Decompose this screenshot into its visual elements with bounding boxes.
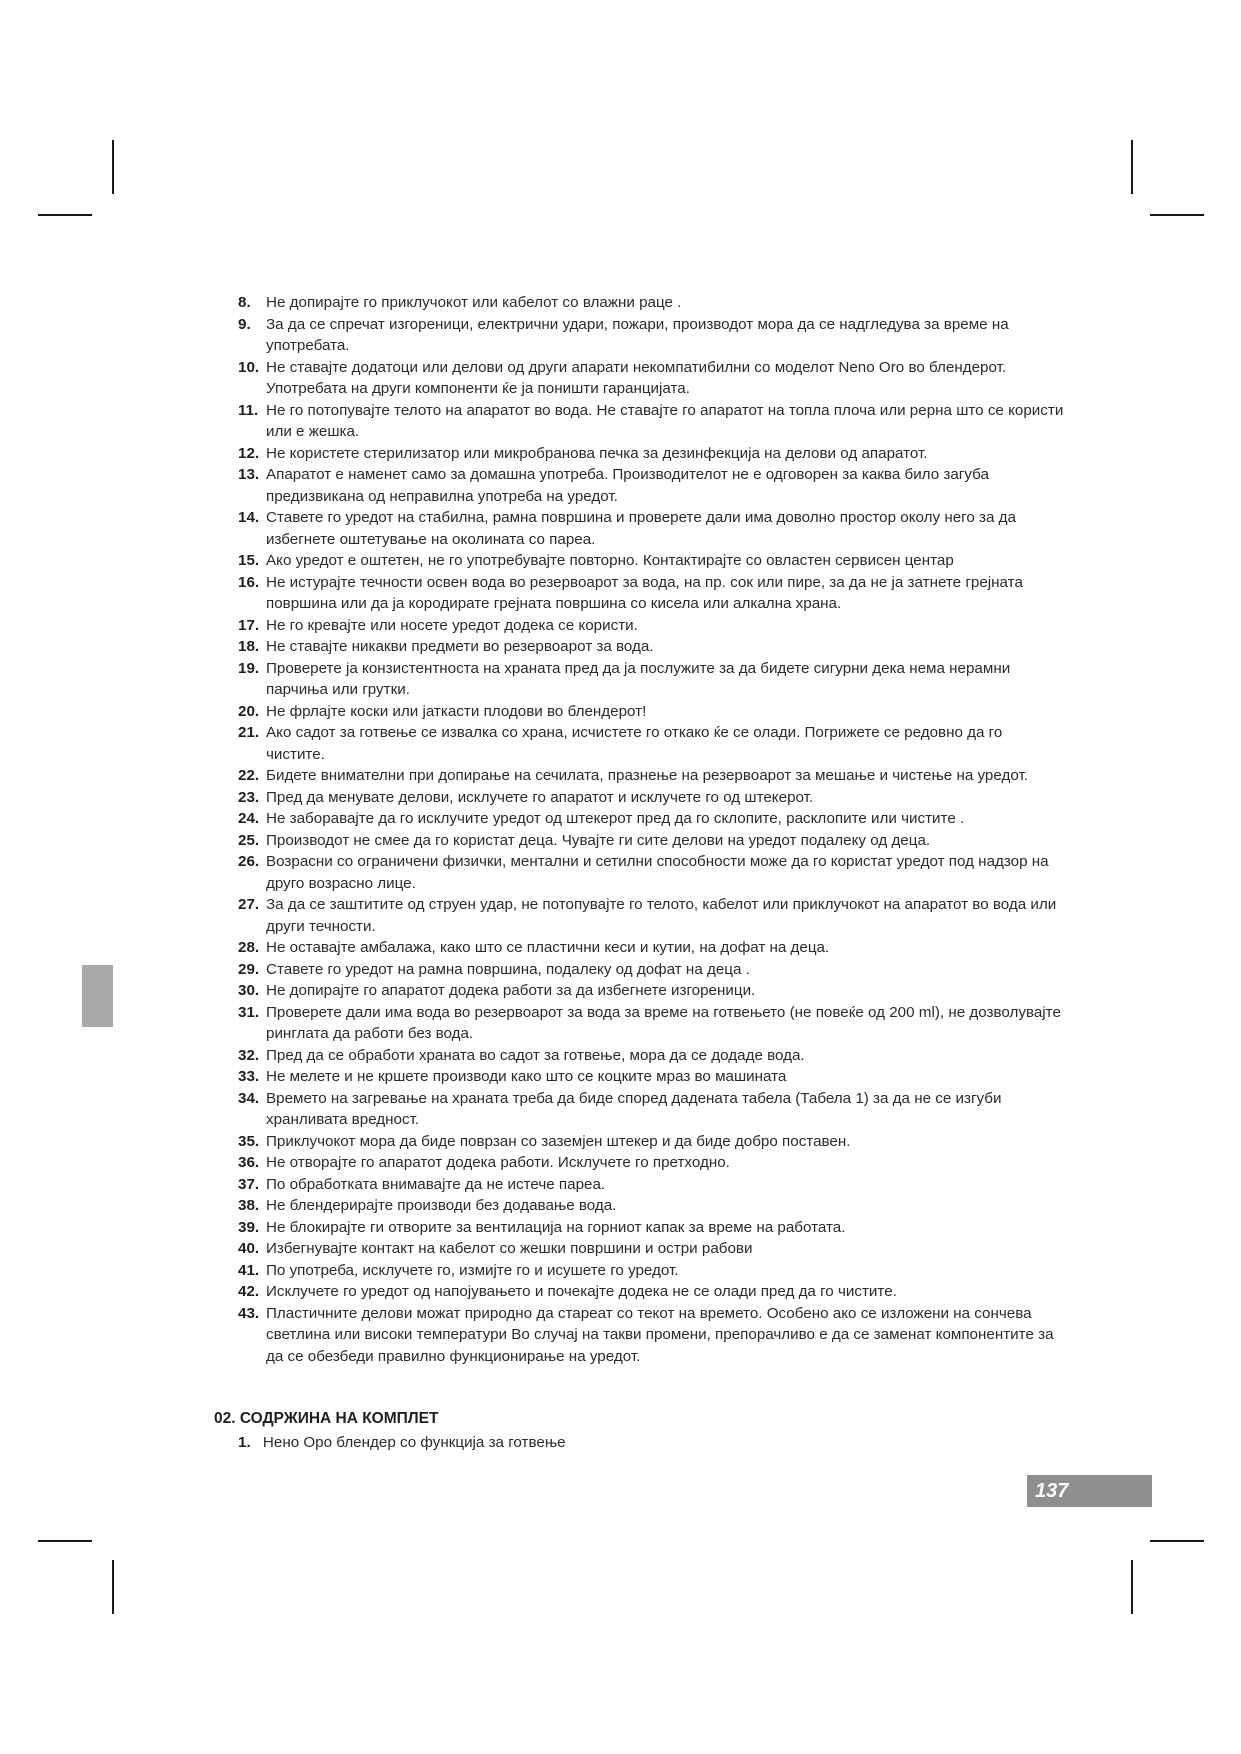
item-number: 39. xyxy=(238,1218,260,1236)
crop-mark-bottom-left-horizontal xyxy=(38,1540,92,1542)
list-item xyxy=(214,615,1064,637)
list-item xyxy=(214,937,1064,959)
item-number: 13. xyxy=(238,466,260,483)
item-number: 11. xyxy=(238,401,259,419)
list-item xyxy=(214,572,1064,615)
list-item xyxy=(214,830,1064,852)
item-number: 27. xyxy=(238,896,260,913)
item-number: 16. xyxy=(238,573,260,591)
item-number: 30. xyxy=(238,982,260,999)
item-text: Избегнувајте контакт на кабелот со жешки површини и остри рабови xyxy=(266,1240,753,1257)
crop-mark-top-right-vertical xyxy=(1131,140,1133,194)
list-item xyxy=(214,314,1064,357)
item-text: Ставете го уредот на рамна површина, подалеку од дофат на деца . xyxy=(266,960,750,978)
list-item xyxy=(214,959,1064,981)
crop-mark-bottom-right-vertical xyxy=(1131,1560,1133,1614)
list-item xyxy=(214,808,1064,830)
item-number: 38. xyxy=(238,1197,260,1214)
item-text: За да се спречат изгореници, електрични удари, пожари, производот мора да се надгледува за време на употребата. xyxy=(266,315,1009,354)
item-text: За да се заштитите од струен удар, не потопувајте го телото, кабелот или приклучокот на апаратот во вода или други течности. xyxy=(266,896,1057,935)
item-text: Не допирајте го приклучокот или кабелот со влажни раце . xyxy=(266,294,682,311)
item-number: 42. xyxy=(238,1283,260,1300)
item-number: 29. xyxy=(238,960,260,978)
list-item xyxy=(214,1152,1064,1174)
list-item xyxy=(214,980,1064,1002)
item-number: 36. xyxy=(238,1154,260,1171)
section-title: 02. СОДРЖИНА НА КОМПЛЕТ xyxy=(214,1410,439,1427)
item-text: Времето на загревање на храната треба да биде според дадената табела (Табела 1) за да не се изгуби хранливата вредност. xyxy=(266,1089,1002,1128)
item-text: По употреба, исклучете го, измијте го и исушете го уредот. xyxy=(266,1261,679,1279)
list-item xyxy=(214,636,1064,658)
item-text: Не ставајте додатоци или делови од други апарати некомпатибилни со моделот Neno Oro во блендерот. Употребата на други компоненти ќе ја поништи гаранцијата. xyxy=(266,358,1007,397)
crop-mark-top-right-horizontal xyxy=(1150,214,1204,216)
item-text: Ставете го уредот на стабилна, рамна површина и проверете дали има доволно простор околу него за да избегнете оштетување на околината со пареа. xyxy=(266,509,1016,548)
item-text: Нено Оро блендер со функција за готвење xyxy=(262,1434,566,1451)
item-text: Пред да се обработи храната во садот за готвење, мора да се додаде вода. xyxy=(266,1046,805,1064)
item-number: 31. xyxy=(238,1003,260,1021)
item-number: 15. xyxy=(238,552,260,569)
list-item xyxy=(214,1303,1064,1368)
list-item xyxy=(214,1217,1064,1239)
item-text: Ако уредот е оштетен, не го употребувајте повторно. Контактирајте со овластен сервисен центар xyxy=(266,552,954,569)
list-item xyxy=(238,1432,1038,1454)
list-item xyxy=(214,1238,1064,1260)
list-item xyxy=(214,787,1064,809)
crop-mark-bottom-left-vertical xyxy=(112,1560,114,1614)
list-item xyxy=(214,658,1064,701)
item-text: По обработката внимавајте да не истече пареа. xyxy=(266,1175,606,1193)
list-item xyxy=(214,443,1064,465)
item-number: 37. xyxy=(238,1175,260,1193)
list-item xyxy=(214,292,1064,314)
item-number: 23. xyxy=(238,788,260,806)
item-number: 35. xyxy=(238,1132,260,1150)
item-number: 1. xyxy=(238,1434,251,1451)
item-text: Пред да менувате делови, исклучете го апаратот и исклучете го од штекерот. xyxy=(266,788,814,806)
item-text: Не користете стерилизатор или микробранова печка за дезинфекција на делови од апаратот. xyxy=(266,444,928,462)
kit-contents-list xyxy=(238,1432,1038,1454)
item-number: 43. xyxy=(238,1304,260,1322)
list-item xyxy=(214,1260,1064,1282)
list-item xyxy=(214,1131,1064,1153)
list-item xyxy=(214,722,1064,765)
item-number: 24. xyxy=(238,810,260,827)
list-item xyxy=(214,507,1064,550)
item-number: 34. xyxy=(238,1089,260,1107)
item-text: Не заборавајте да го исклучите уредот од штекерот пред да го склопите, расклопите или чистите . xyxy=(266,810,965,827)
item-number: 22. xyxy=(238,767,260,784)
list-item xyxy=(214,1045,1064,1067)
item-text: Приклучокот мора да биде поврзан со заземјен штекер и да биде добро поставен. xyxy=(266,1132,851,1150)
list-item xyxy=(214,894,1064,937)
list-item xyxy=(214,1281,1064,1303)
item-text: Не ставајте никакви предмети во резервоарот за вода. xyxy=(266,638,654,655)
item-number: 41. xyxy=(238,1261,260,1279)
list-item xyxy=(214,765,1064,787)
item-text: Не блендерирајте производи без додавање вода. xyxy=(266,1197,617,1214)
list-item xyxy=(214,1066,1064,1088)
item-text: Апаратот е наменет само за домашна употреба. Производителот не е одговорен за каква било загуба предизвикана од неправилна употреба на уредот. xyxy=(266,466,989,505)
item-number: 40. xyxy=(238,1240,260,1257)
side-thumb-tab xyxy=(82,965,113,1027)
item-number: 14. xyxy=(238,509,260,526)
item-text: Ако садот за готвење се извалка со храна, исчистете го откако ќе се олади. Погрижете се редовно да го чистите. xyxy=(266,724,1003,763)
item-number: 18. xyxy=(238,638,260,655)
item-text: Не го кревајте или носете уредот додека се користи. xyxy=(266,616,638,634)
item-text: Проверете ја конзистентноста на храната пред да ја послужите за да бидете сигурни дека нема нерамни парчиња или грутки. xyxy=(266,659,1011,698)
list-item xyxy=(214,1088,1064,1131)
item-text: Не оставајте амбалажа, како што се пластични кеси и кутии, на дофат на деца. xyxy=(266,939,830,956)
item-text: Не допирајте го апаратот додека работи за да избегнете изгореници. xyxy=(266,982,756,999)
item-number: 26. xyxy=(238,853,260,870)
list-item xyxy=(214,1195,1064,1217)
item-text: Не фрлајте коски или јаткасти плодови во блендерот! xyxy=(266,702,647,720)
item-number: 8. xyxy=(238,294,251,311)
item-text: Не блокирајте ги отворите за вентилација на горниот капак за време на работата. xyxy=(266,1218,846,1236)
list-item xyxy=(214,1002,1064,1045)
list-item xyxy=(214,1174,1064,1196)
item-number: 32. xyxy=(238,1046,260,1064)
item-number: 17. xyxy=(238,616,260,634)
list-item xyxy=(214,400,1064,443)
item-number: 19. xyxy=(238,659,260,677)
item-number: 9. xyxy=(238,315,251,333)
item-number: 28. xyxy=(238,939,260,956)
list-item xyxy=(214,851,1064,894)
item-text: Не отворајте го апаратот додека работи. Исклучете го претходно. xyxy=(266,1154,730,1171)
list-item xyxy=(214,357,1064,400)
crop-mark-bottom-right-horizontal xyxy=(1150,1540,1204,1542)
page-number: 137 xyxy=(1027,1475,1152,1507)
list-item xyxy=(214,701,1064,723)
crop-mark-top-left-vertical xyxy=(112,140,114,194)
item-number: 20. xyxy=(238,702,260,720)
item-text: Производот не смее да го користат деца. Чувајте ги сите делови на уредот подалеку од деца. xyxy=(266,831,931,849)
item-text: Не мелете и не кршете производи како што се коцките мраз во машината xyxy=(266,1068,787,1085)
item-text: Исклучете го уредот од напојувањето и почекајте додека не се олади пред да го чистите. xyxy=(266,1283,897,1300)
safety-instructions-list xyxy=(214,292,1064,1367)
item-number: 21. xyxy=(238,724,260,741)
item-number: 12. xyxy=(238,444,260,462)
item-number: 33. xyxy=(238,1068,260,1085)
item-number: 25. xyxy=(238,831,260,849)
item-text: Проверете дали има вода во резервоарот за вода за време на готвењето (не повеќе од 200 ml), не дозволувајте ринглата да работи без вода. xyxy=(266,1003,1061,1042)
item-text: Не истурајте течности освен вода во резервоарот за вода, на пр. сок или пире, за да не ја затнете грејната површина или да ја кородирате грејната површина со кисела или алкална храна. xyxy=(266,573,1023,612)
item-text: Не го потопувајте телото на апаратот во вода. Не ставајте го апаратот на топла плоча или рерна што се користи или е жешка. xyxy=(266,401,1064,440)
item-number: 10. xyxy=(238,358,260,376)
crop-mark-top-left-horizontal xyxy=(38,214,92,216)
list-item xyxy=(214,550,1064,572)
item-text: Бидете внимателни при допирање на сечилата, празнење на резервоарот за мешање и чистење на уредот. xyxy=(266,767,1028,784)
kit-contents xyxy=(238,1432,1038,1454)
item-text: Пластичните делови можат природно да стареат со текот на времето. Особено ако се изложени на сончева светлина или високи температури Во случај на такви промени, препорачливо е да се заменат компонентите за да се обезбеди правилно функционирање на уредот. xyxy=(266,1304,1054,1365)
list-item xyxy=(214,464,1064,507)
instructions-content xyxy=(214,292,1064,1367)
item-text: Возрасни со ограничени физички, ментални и сетилни способности може да го користат уредот под надзор на друго возрасно лице. xyxy=(266,853,1049,892)
